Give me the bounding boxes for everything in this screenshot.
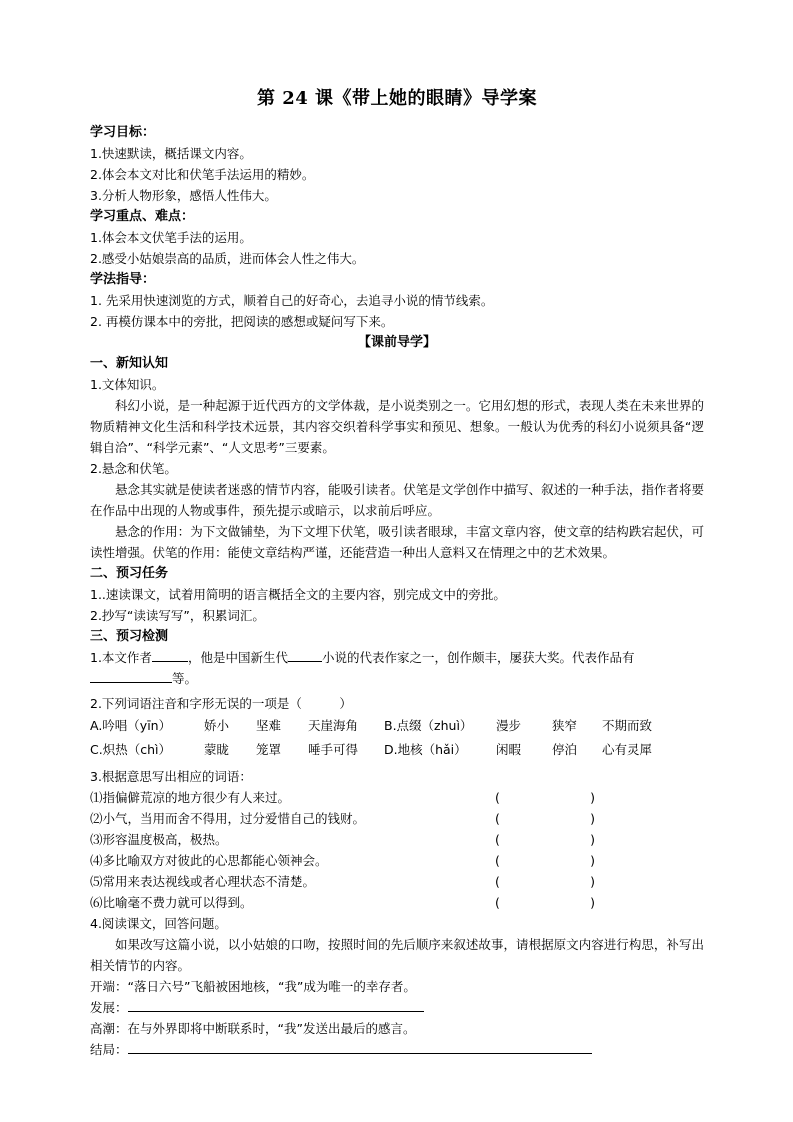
word: 天崖海角 bbox=[308, 718, 359, 733]
q1-part-a: 1.本文作者 bbox=[90, 650, 152, 665]
method-item: 2. 再模仿课本中的旁批，把阅读的感想或疑问写下来。 bbox=[90, 314, 394, 329]
answer-paren[interactable]: ( ) bbox=[495, 832, 595, 847]
word: 停泊 bbox=[552, 742, 578, 757]
word: 漫步 bbox=[496, 718, 522, 733]
word: 狭窄 bbox=[552, 718, 578, 733]
page-title: 第 24 课《带上她的眼睛》导学案 bbox=[256, 88, 538, 109]
author-blank[interactable] bbox=[152, 647, 188, 662]
worksheet bbox=[90, 82, 704, 1060]
key-item: 1.体会本文伏笔手法的运用。 bbox=[90, 230, 252, 245]
section-3-heading: 三、预习检测 bbox=[90, 629, 169, 644]
function-paragraph: 悬念的作用：为下文做铺垫，为下文埋下伏笔，吸引读者眼球，丰富文章内容，使文章的结构跌宕起伏，可读性增强。伏笔的作用：能使文章结构严谨，还能营造一种出人意料又在情理之中的艺术效果。 bbox=[90, 524, 704, 560]
goal-item: 2.体会本文对比和伏笔手法运用的精妙。 bbox=[90, 167, 315, 182]
plot-ending-label: 结局： bbox=[90, 1042, 128, 1057]
plot-development-label: 发展： bbox=[90, 1000, 128, 1015]
word: 蒙眬 bbox=[204, 742, 230, 757]
plot-ending-line bbox=[90, 1039, 704, 1060]
q2-row bbox=[90, 714, 704, 738]
option-a: A.吟唱（yīn） bbox=[90, 718, 172, 733]
method-heading: 学法指导： bbox=[90, 272, 156, 287]
answer-paren[interactable]: ( ) bbox=[495, 790, 595, 805]
plot-development-line bbox=[90, 997, 704, 1018]
goals-heading: 学习目标： bbox=[90, 125, 156, 140]
q2-text: 2.下列词语注音和字形无误的一项是（ ） bbox=[90, 696, 352, 711]
q2-row bbox=[90, 738, 704, 762]
q3-item bbox=[90, 892, 704, 913]
answer-paren[interactable]: ( ) bbox=[495, 895, 595, 910]
q3-meaning: ⑸常用来表达视线或者心理状态不清楚。 bbox=[90, 874, 316, 889]
word: 唾手可得 bbox=[308, 742, 359, 757]
goal-item: 3.分析人物形象，感悟人性伟大。 bbox=[90, 188, 277, 203]
q1-line bbox=[90, 647, 704, 668]
q3-item bbox=[90, 829, 704, 850]
q1-part-c: 小说的代表作家之一，创作颇丰，屡获大奖。代表作品有 bbox=[321, 650, 635, 665]
q3-meaning: ⑷多比喻双方对彼此的心思都能心领神会。 bbox=[90, 853, 328, 868]
q1-line-2 bbox=[90, 668, 704, 689]
word: 不期而致 bbox=[602, 718, 653, 733]
section-1-heading: 一、新知认知 bbox=[90, 356, 169, 371]
option-d: D.地核（hǎi） bbox=[384, 742, 467, 757]
word: 笼罩 bbox=[256, 742, 282, 757]
section-1-sub2: 2.悬念和伏笔。 bbox=[90, 461, 177, 476]
section-2-heading: 二、预习任务 bbox=[90, 566, 169, 581]
task-item: 1..速读课文，试着用简明的语言概括全文的主要内容，别完成文中的旁批。 bbox=[90, 587, 506, 602]
task-item: 2.抄写“读读写写”，积累词汇。 bbox=[90, 608, 265, 623]
q1-part-b: ，他是中国新生代 bbox=[187, 650, 288, 665]
goal-item: 1.快速默读，概括课文内容。 bbox=[90, 146, 252, 161]
q3-item bbox=[90, 850, 704, 871]
suspense-paragraph: 悬念其实就是使读者迷惑的情节内容，能吸引读者。伏笔是文学创作中描写、叙述的一种手法，指作者将要在作品中出现的人物或事件，预先提示或暗示，以求前后呼应。 bbox=[90, 482, 704, 518]
answer-paren[interactable]: ( ) bbox=[495, 853, 595, 868]
q3-meaning: ⑶形容温度极高，极热。 bbox=[90, 832, 228, 847]
word: 娇小 bbox=[204, 718, 230, 733]
option-b: B.点缀（zhuì） bbox=[384, 718, 473, 733]
q3-meaning: ⑵小气，当用而舍不得用，过分爱惜自己的钱财。 bbox=[90, 811, 366, 826]
answer-paren[interactable]: ( ) bbox=[495, 874, 595, 889]
genre-paragraph: 科幻小说，是一种起源于近代西方的文学体裁，是小说类别之一。它用幻想的形式，表现人类在未来世界的物质精神文化生活和科学技术远景，其内容交织着科学事实和预见、想象。一般认为优秀的科幻小说须具备“逻辑自洽”、“科学元素”、“人文思考”三要素。 bbox=[90, 398, 704, 455]
answer-paren[interactable]: ( ) bbox=[495, 811, 595, 826]
key-item: 2.感受小姑娘崇高的品质，进而体会人性之伟大。 bbox=[90, 251, 365, 266]
q1-part-d: 等。 bbox=[172, 671, 198, 686]
q3-item bbox=[90, 808, 704, 829]
development-blank[interactable] bbox=[128, 997, 424, 1012]
keys-heading: 学习重点、难点： bbox=[90, 209, 195, 224]
word: 心有灵犀 bbox=[602, 742, 653, 757]
ending-blank[interactable] bbox=[128, 1039, 592, 1054]
plot-start: 开端：“落日六号”飞船被困地核，“我”成为唯一的幸存者。 bbox=[90, 979, 416, 994]
section-1-sub1: 1.文体知识。 bbox=[90, 377, 165, 392]
q4-text: 4.阅读课文，回答问题。 bbox=[90, 916, 227, 931]
word: 闲暇 bbox=[496, 742, 522, 757]
q3-meaning: ⑴指偏僻荒凉的地方很少有人来过。 bbox=[90, 790, 291, 805]
word: 坚难 bbox=[256, 718, 282, 733]
q4-instruction: 如果改写这篇小说，以小姑娘的口吻，按照时间的先后顺序来叙述故事，请根据原文内容进行构思，补写出相关情节的内容。 bbox=[90, 937, 704, 973]
q3-meaning: ⑹比喻毫不费力就可以得到。 bbox=[90, 895, 253, 910]
method-item: 1. 先采用快速浏览的方式，顺着自己的好奇心，去追寻小说的情节线索。 bbox=[90, 293, 494, 308]
pre-study-title: 【课前导学】 bbox=[357, 335, 436, 350]
plot-climax: 高潮：在与外界即将中断联系时，“我”发送出最后的感言。 bbox=[90, 1021, 416, 1036]
q3-item bbox=[90, 871, 704, 892]
q3-item bbox=[90, 787, 704, 808]
q3-text: 3.根据意思写出相应的词语： bbox=[90, 769, 252, 784]
genre-blank[interactable] bbox=[288, 647, 322, 662]
works-blank[interactable] bbox=[90, 668, 172, 683]
option-c: C.炽热（chì） bbox=[90, 742, 171, 757]
